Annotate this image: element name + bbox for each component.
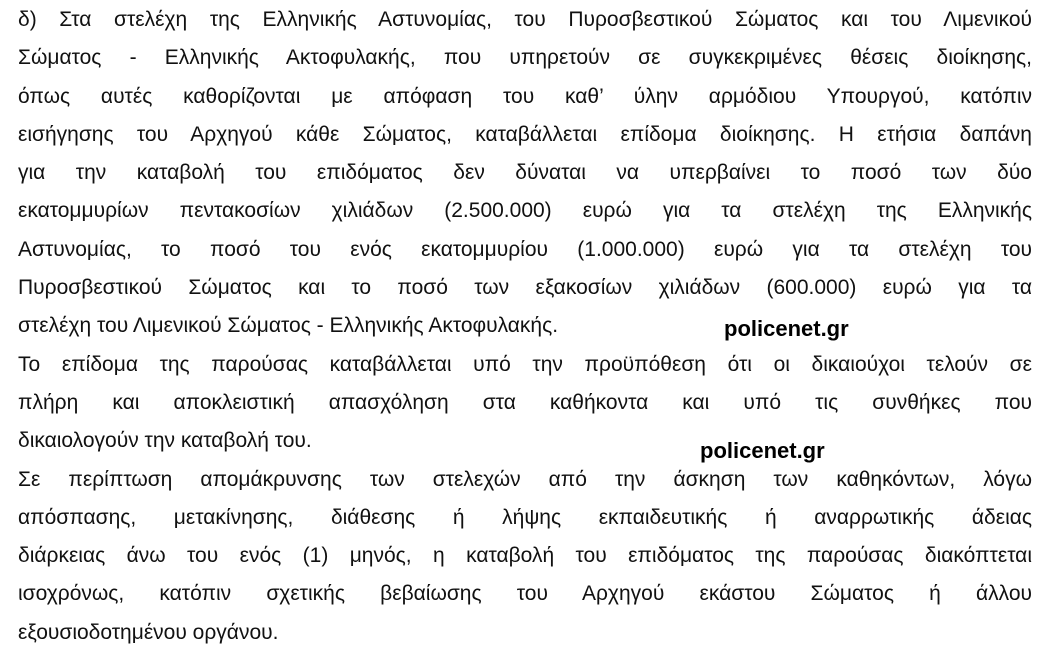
text-line: Σε περίπτωση απομάκρυνσης των στελεχών από την άσκηση των καθηκόντων, λόγω (18, 467, 1032, 491)
text-line: Αστυνομίας, το ποσό του ενός εκατομμυρίου (1.000.000) ευρώ για τα στελέχη του (18, 237, 1032, 261)
text-line: διάρκειας άνω του ενός (1) μηνός, η καταβολή του επιδόματος της παρούσας διακόπτεται (18, 544, 1032, 568)
text-line: ισοχρόνως, κατόπιν σχετικής βεβαίωσης του Αρχηγού εκάστου Σώματος ή άλλου (18, 582, 1032, 606)
text-line: πλήρη και αποκλειστική απασχόληση στα καθήκοντα και υπό τις συνθήκες που (18, 390, 1032, 414)
text-line: απόσπασης, μετακίνησης, διάθεσης ή λήψης εκπαιδευτικής ή αναρρωτικής άδειας (18, 505, 1032, 529)
paragraph-conditions (18, 346, 1032, 461)
text-line: στελέχη του Λιμενικού Σώματος - Ελληνικής Ακτοφυλακής. (18, 314, 559, 338)
paragraph-suspension (18, 461, 1032, 652)
text-line: εισήγησης του Αρχηγού κάθε Σώματος, καταβάλλεται επίδομα διοίκησης. Η ετήσια δαπάνη (18, 122, 1032, 146)
watermark: policenet.gr (700, 438, 825, 463)
text-line: όπως αυτές καθορίζονται με απόφαση του καθ’ ύλην αρμόδιου Υπουργού, κατόπιν (18, 84, 1032, 108)
text-line: για την καταβολή του επιδόματος δεν δύναται να υπερβαίνει το ποσό των δύο (18, 161, 1032, 185)
text-line: Πυροσβεστικού Σώματος και το ποσό των εξακοσίων χιλιάδων (600.000) ευρώ για τα (18, 276, 1032, 300)
text-line: δ) Στα στελέχη της Ελληνικής Αστυνομίας, του Πυροσβεστικού Σώματος και του Λιμενικού (18, 8, 1032, 31)
text-line: εκατομμυρίων πεντακοσίων χιλιάδων (2.500.000) ευρώ για τα στελέχη της Ελληνικής (18, 199, 1032, 223)
text-line: Το επίδομα της παρούσας καταβάλλεται υπό την προϋπόθεση ότι οι δικαιούχοι τελούν σε (18, 352, 1032, 376)
watermark: policenet.gr (724, 316, 849, 341)
text-line: Σώματος - Ελληνικής Ακτοφυλακής, που υπηρετούν σε συγκεκριμένες θέσεις διοίκησης, (18, 46, 1032, 70)
text-line: εξουσιοδοτημένου οργάνου. (18, 620, 279, 644)
paragraph-d (18, 1, 1032, 346)
text-line: δικαιολογούν την καταβολή του. (18, 429, 312, 453)
document-body (18, 1, 1032, 652)
